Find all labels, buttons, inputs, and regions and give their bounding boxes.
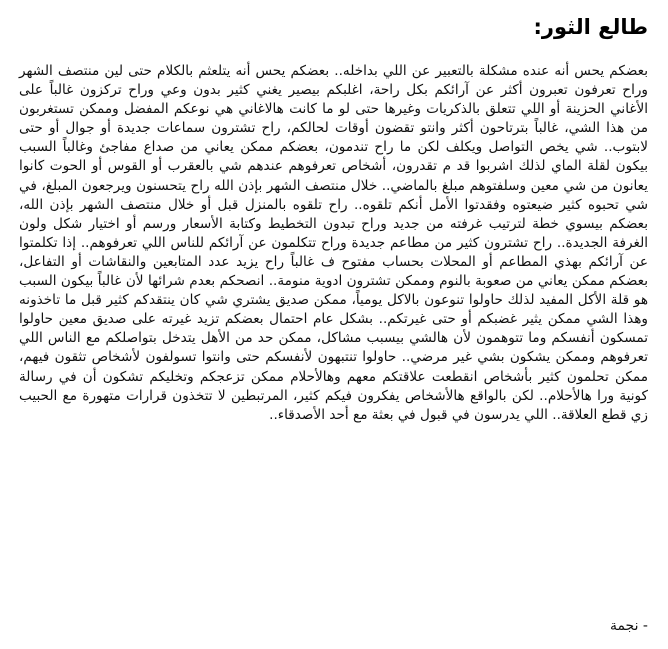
page-title: طالع الثور: — [533, 15, 648, 39]
article-body: بعضكم يحس أنه عنده مشكلة بالتعبير عن اللي بداخله.. بعضكم يحس أنه يتلعثم بالكلام حتى لين منتصف الشهر وراح تعرفون تعبرون أكثر عن آرائكم بكل راحة، اغلبكم بيصير يغني كثير بدون وعي وراح تركزون غالباً على الأغاني الحزينة أو اللي تتعلق بالذكريات وغيرها حتى لو ما كانت هالاغاني هي نوعكم المفضل وممكن تستغربون من هذا الشي، غالباً بترتاحون أكثر وانتو تقضون أوقات لحالكم، راح تشترون سماعات جديدة أو جوال أو حتى لابتوب.. شي يخص التواصل ويكلف لكن ما راح تندمون، بعضكم ممكن يعاني من صداع مفاجئ وغالباً السبب بيكون لقلة الماي لذلك اشربوا قد م تقدرون، أشخاص تعرفوهم عندهم شي بالعقرب أو القوس أو الحوت كانوا يعانون من شي معين وسلفتوهم مبلغ بالماضي.. خلال منتصف الشهر بإذن الله راح يتحسنون ويرجعون المبلغ، في شي تحبوه كثير ضيعتوه وفقدتوا الأمل أنكم تلقوه.. راح تلقوه بالمنزل قبل أو خلال منتصف الشهر بإذن الله، بعضكم بيسوي خطة لترتيب غرفته من جديد وراح تبدون التخطيط وكتابة الأسعار ورسم أو اختيار شكل ولون الغرفة الجديدة.. راح تشترون كثير من مطاعم جديدة وراح تتكلمون عن آرائكم للناس اللي تعرفوهم.. إذا تكلمتوا عن آرائكم بهذي المطاعم أو المحلات بحساب مفتوح ف غالباً راح يزيد عدد المتابعين والنقاشات أو التفاعل، بعضكم ممكن يعاني من صعوبة بالنوم وممكن تشترون ادوية منومة.. انصحكم بعدم شرائها لأن غالباً بيكون السبب هو قلة الأكل المفيد لذلك حاولوا تنوعون بالاكل يومياً، ممكن صديق يشتري شي كان ينتقدكم كثير قبل ما تاخذونه وهذا الشي ممكن يثير غضبكم أو حتى غيرتكم.. بشكل عام احتمال بعضكم تزيد غيرته على صديق معين حاولوا تمسكون أنفسكم وما تتوهمون لأن هالشي بيسبب مشاكل، ممكن حد من الأهل يتدخل بتواصلكم مع الناس اللي تعرفوهم وممكن يشكون بشي غير مرضي.. حاولوا تنتبهون لأنفسكم حتى وانتوا تسولفون لأشخاص تثقون فيهم، ممكن تحلمون كثير بأشخاص انقطعت علاقتكم معهم وهالأحلام ممكن تزعجكم وتخليكم تشكون أن في رسالة كونية ورا هالأحلام.. لكن بالواقع هالأشخاص يفكرون فيكم كثير، المرتبطين لا تتخذون قرارات متهورة مع الحبيب زي قطع العلاقة.. اللي يدرسون في قبول في بعثة مع أحد الأصدقاء.. — [19, 63, 648, 423]
author-signature: - نجمة — [609, 618, 648, 634]
